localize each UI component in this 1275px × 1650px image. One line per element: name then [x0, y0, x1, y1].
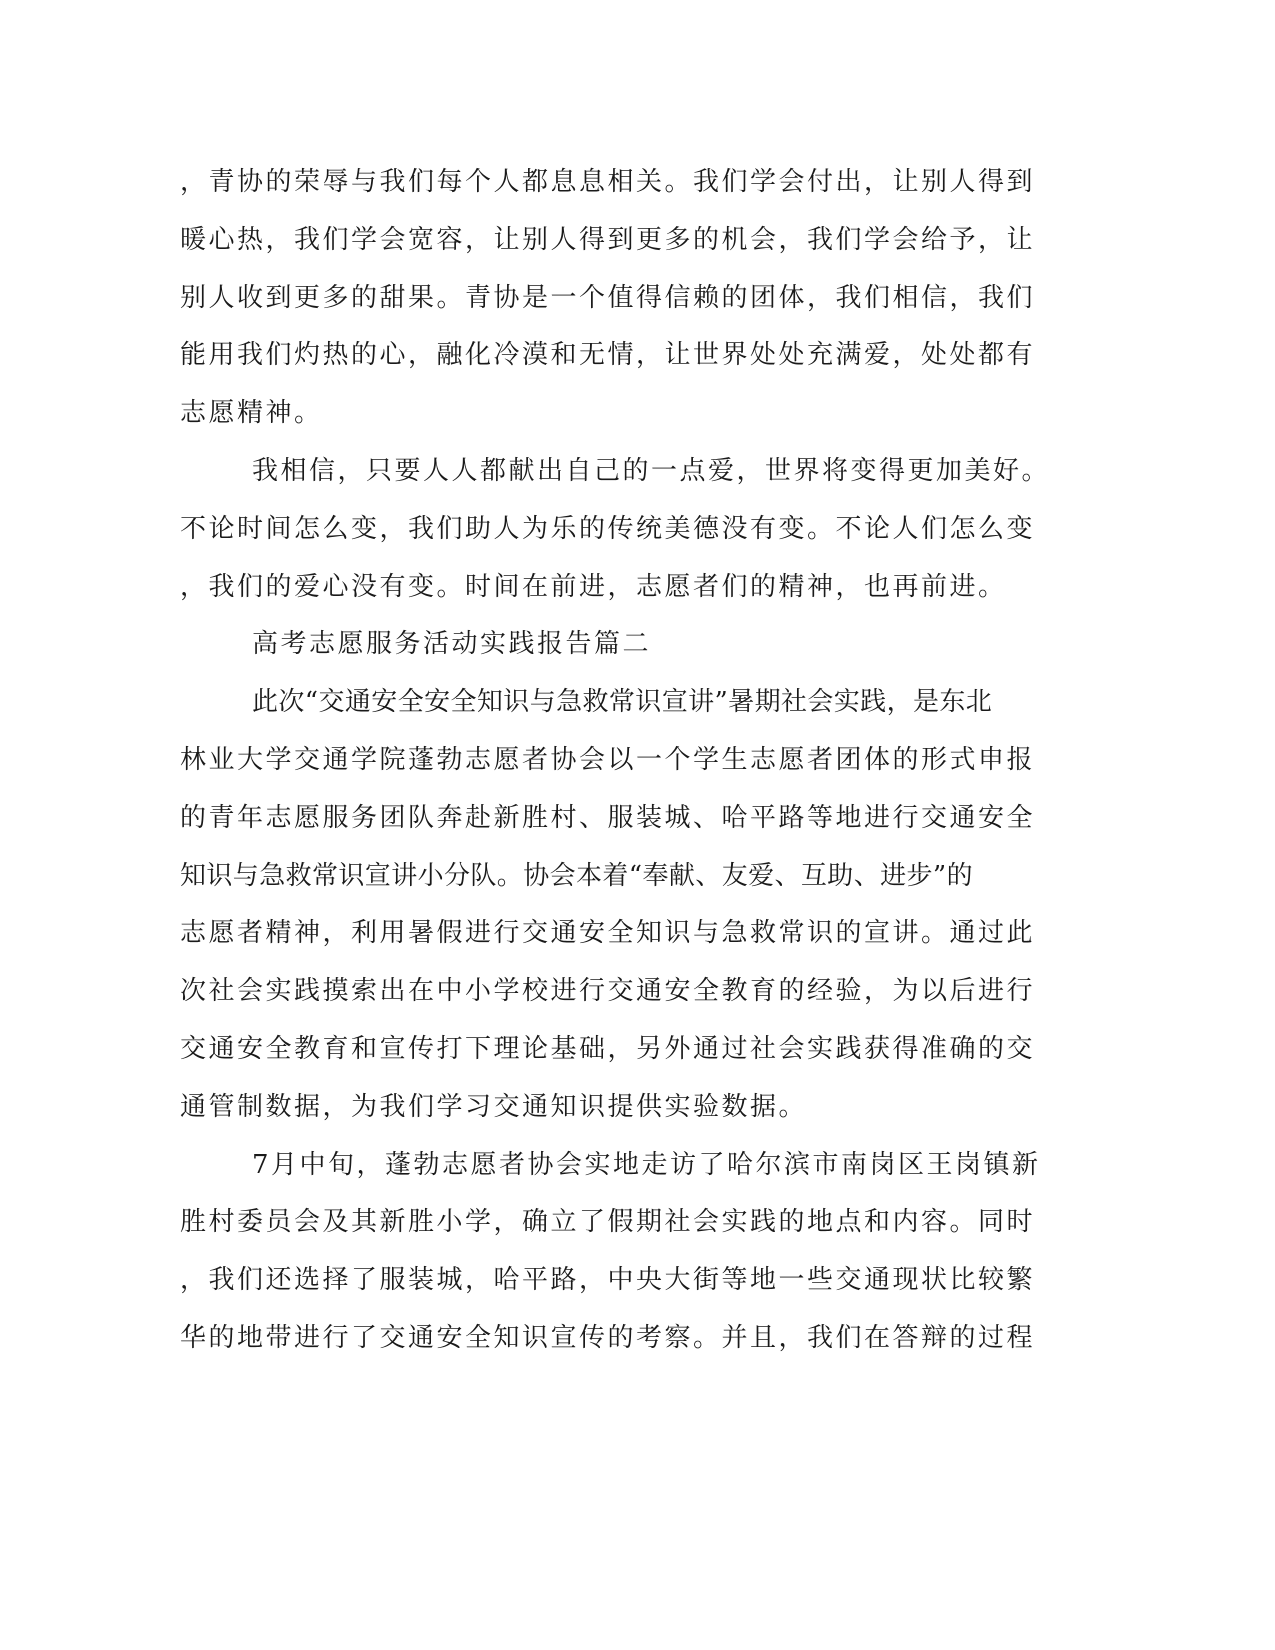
text-line: 我相信，只要人人都献出自己的一点爱，世界将变得更加美好。	[252, 455, 1051, 486]
section-heading: 高考志愿服务活动实践报告篇二	[252, 629, 652, 660]
text-line: ，我们的爱心没有变。时间在前进，志愿者们的精神，也再前进。	[180, 571, 1007, 602]
text-line: 志愿者精神，利用暑假进行交通安全知识与急救常识的宣讲。通过此	[180, 918, 1036, 949]
text-line: 7月中旬，蓬勃志愿者协会实地走访了哈尔滨市南岗区王岗镇新	[252, 1149, 1041, 1180]
text-line: 林业大学交通学院蓬勃志愿者协会以一个学生志愿者团体的形式申报	[180, 744, 1036, 775]
document-body	[180, 154, 1051, 1368]
text-line: 此次“交通安全安全知识与急救常识宣讲”暑期社会实践，是东北	[252, 687, 993, 718]
text-line: ，青协的荣辱与我们每个人都息息相关。我们学会付出，让别人得到	[180, 167, 1036, 197]
text-line: 胜村委员会及其新胜小学，确立了假期社会实践的地点和内容。同时	[180, 1207, 1036, 1238]
text-line: 华的地带进行了交通安全知识宣传的考察。并且，我们在答辩的过程	[180, 1322, 1036, 1353]
text-line: 的青年志愿服务团队奔赴新胜村、服装城、哈平路等地进行交通安全	[180, 802, 1036, 833]
text-line: 通管制数据，为我们学习交通知识提供实验数据。	[180, 1091, 808, 1122]
text-line: 不论时间怎么变，我们助人为乐的传统美德没有变。不论人们怎么变	[180, 513, 1036, 544]
text-line: ，我们还选择了服装城，哈平路，中央大街等地一些交通现状比较繁	[180, 1265, 1036, 1296]
text-line: 别人收到更多的甜果。青协是一个值得信赖的团体，我们相信，我们	[180, 282, 1036, 313]
text-line: 志愿精神。	[180, 398, 323, 429]
text-line: 暖心热，我们学会宽容，让别人得到更多的机会，我们学会给予，让	[180, 224, 1036, 255]
text-line: 知识与急救常识宣讲小分队。协会本着“奉献、友爱、互助、进步”的	[180, 860, 973, 891]
text-line: 次社会实践摸索出在中小学校进行交通安全教育的经验，为以后进行	[180, 976, 1036, 1007]
text-line: 能用我们灼热的心，融化冷漠和无情，让世界处处充满爱，处处都有	[180, 340, 1036, 371]
text-line: 交通安全教育和宣传打下理论基础，另外通过社会实践获得准确的交	[180, 1033, 1036, 1064]
